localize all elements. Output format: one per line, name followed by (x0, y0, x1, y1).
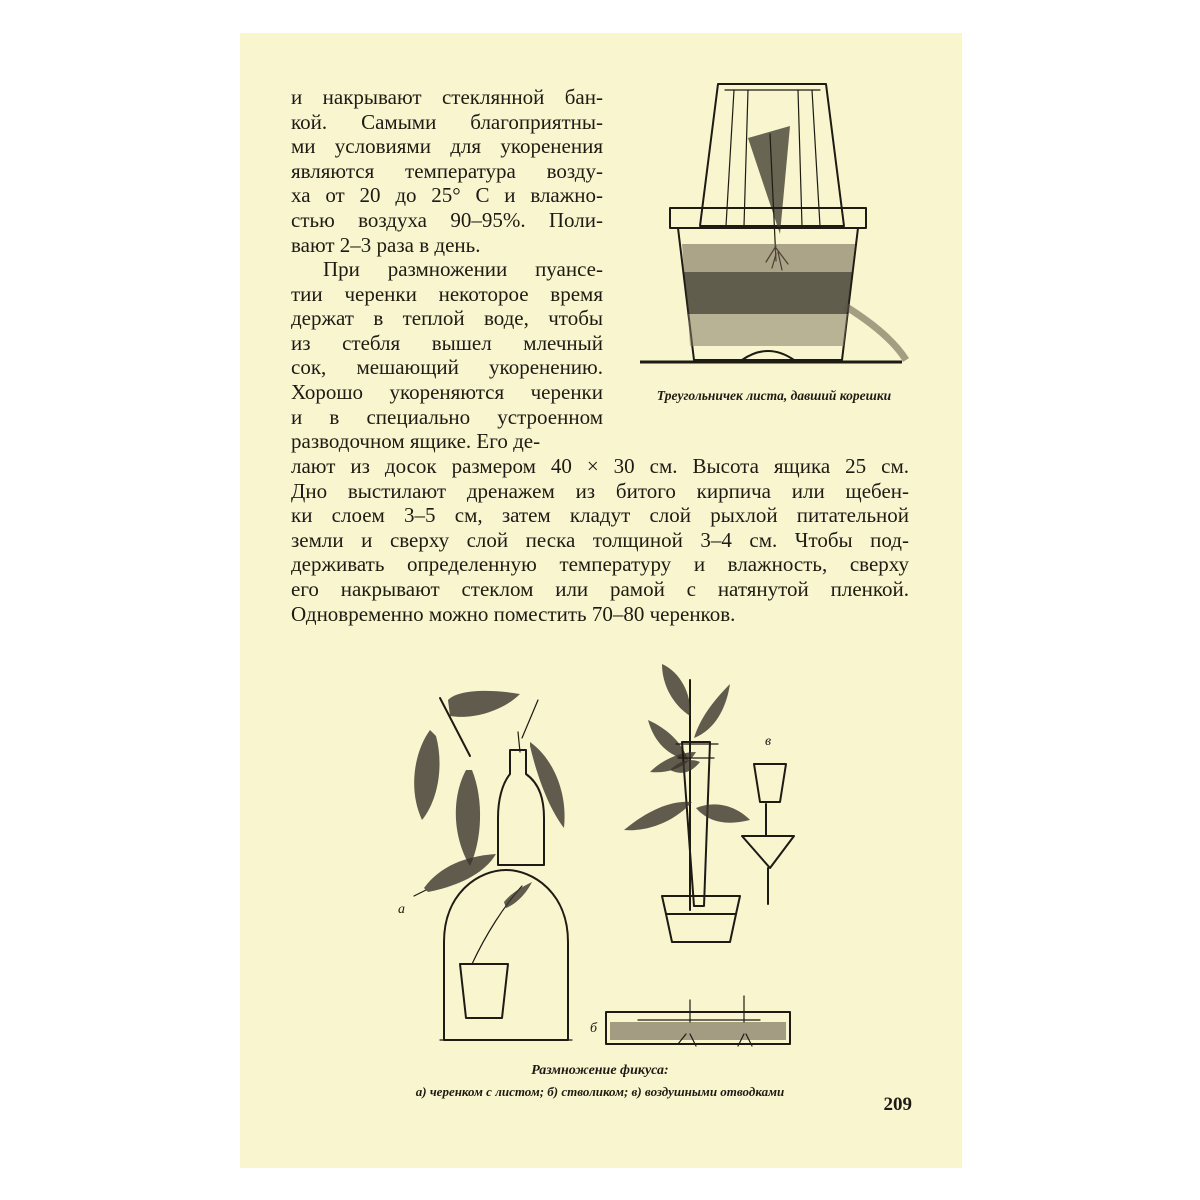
pot-with-glass-jar-illustration (630, 76, 912, 366)
text-line: Одновременно можно поместить 70–80 черенков. (291, 601, 736, 626)
text-line: и в специально устроенном (291, 404, 603, 429)
text-line: держивать определенную температуру и влажность, сверху (291, 552, 909, 577)
text-line: его накрывают стеклом или рамой с натянутой пленкой. (291, 576, 909, 601)
text-line: из стебля вышел млечный (291, 330, 603, 355)
text-line: лают из досок размером 40 × 30 см. Высота ящика 25 см. (291, 454, 909, 478)
figure-2-caption-title: Размножение фикуса: (531, 1063, 669, 1078)
figure-1-caption: Треугольничек листа, давший корешки (656, 388, 892, 403)
text-line: Хорошо укореняются черенки (291, 379, 603, 404)
text-line: ха от 20 до 25° С и влажно- (291, 183, 603, 208)
text-line: держат в теплой воде, чтобы (291, 306, 603, 331)
figure-label-v: в (765, 734, 772, 749)
text-line: кой. Самыми благоприятны- (291, 109, 603, 134)
text-line: сок, мешающий укоренению. (291, 355, 603, 380)
text-line: Дно выстилают дренажем из битого кирпича или щебен- (291, 478, 909, 503)
text-line: тии черенки некоторое время (291, 281, 603, 306)
text-line: и накрывают стеклянной бан- (291, 85, 603, 109)
text-line: вают 2–3 раза в день. (291, 232, 481, 257)
figure-label-b: б (590, 1021, 598, 1036)
figure-2-caption-detail: а) черенком с листом; б) стволиком; в) воздушными отводками (415, 1084, 785, 1099)
paragraph-2-wide (291, 454, 909, 626)
ficus-propagation-illustration (400, 660, 820, 1055)
text-line: ми условиями для укоренения (291, 134, 603, 159)
paragraph-1 (291, 85, 603, 257)
text-line: стью воздуха 90–95%. Поли- (291, 207, 603, 232)
text-line: При размножении пуансе- (323, 257, 603, 281)
figure-label-a: а (398, 902, 405, 917)
text-line: являются температура возду- (291, 158, 603, 183)
paragraph-2-narrow (291, 257, 603, 454)
text-line: земли и сверху слой песка толщиной 3–4 см. Чтобы под- (291, 527, 909, 552)
text-line: ки слоем 3–5 см, затем кладут слой рыхлой питательной (291, 503, 909, 528)
text-line: разводочном ящике. Его де- (291, 429, 541, 454)
page-number: 209 (883, 1094, 912, 1115)
